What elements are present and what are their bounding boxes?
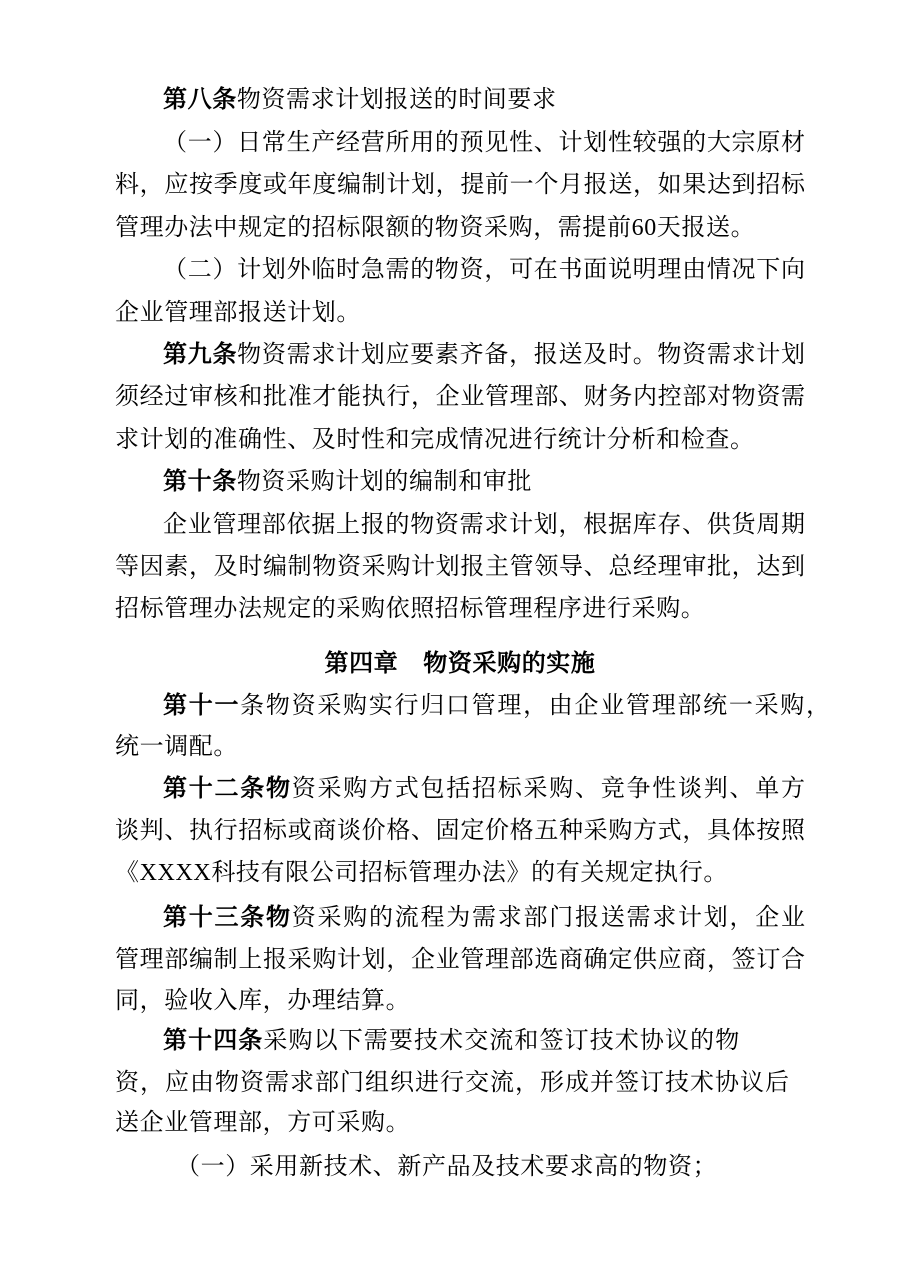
chapter-4-heading — [0, 649, 920, 679]
article-8-item-2-line-1: （二）计划外临时急需的物资，可在书面说明理由情况下向 — [163, 257, 805, 283]
article-14-line-1-text: 采购以下需要技术交流和签订技术协议的物 — [263, 1028, 741, 1054]
article-10-body-line-3: 招标管理办法规定的采购依照招标管理程序进行采购。 — [115, 596, 706, 622]
article-13-line-2: 管理部编制上报采购计划，企业管理部选商确定供应商，签订合 — [115, 947, 805, 973]
chapter-4-number: 第四章 — [324, 651, 399, 677]
article-10-label: 第十条 — [163, 469, 237, 495]
article-12-line-2: 谈判、执行招标或商谈价格、固定价格五种采购方式，具体按照 — [115, 818, 805, 844]
article-8-label: 第八条 — [163, 87, 237, 113]
article-12-line-1-text: 资采购方式包括招标采购、竞争性谈判、单方 — [291, 776, 805, 802]
article-13-line-3: 同，验收入库，办理结算。 — [115, 988, 411, 1014]
article-8-item-1-line-1: （一）日常生产经营所用的预见性、计划性较强的大宗原材 — [163, 130, 805, 156]
article-13-label: 第十三条物 — [163, 905, 292, 931]
article-9-label: 第九条 — [163, 342, 238, 368]
article-11-line-2: 统一调配。 — [115, 734, 238, 760]
article-12-line-1 — [163, 774, 805, 804]
article-9-line-1-text: 物资需求计划应要素齐备，报送及时。物资需求计划 — [237, 342, 806, 368]
article-8-item-2-line-2: 企业管理部报送计划。 — [115, 300, 361, 326]
article-14-line-1 — [163, 1026, 740, 1056]
article-10-title: 物资采购计划的编制和审批 — [236, 469, 533, 495]
article-14-item-1: （一）采用新技术、新产品及技术要求高的物资； — [176, 1154, 718, 1180]
article-8-heading — [163, 85, 557, 115]
article-14-line-3: 送企业管理部，方可采购。 — [115, 1110, 411, 1136]
article-10-heading — [163, 467, 532, 497]
article-11-line-1 — [163, 691, 830, 721]
article-9-line-3: 求计划的准确性、及时性和完成情况进行统计分析和检查。 — [115, 427, 755, 453]
article-10-body-line-2: 等因素，及时编制物资采购计划报主管领导、总经理审批，达到 — [115, 554, 805, 580]
article-13-line-1 — [163, 903, 805, 933]
article-8-item-1-line-2: 料，应按季度或年度编制计划，提前一个月报送，如果达到招标 — [115, 172, 805, 198]
article-14-label: 第十四条 — [163, 1028, 264, 1054]
article-8-title: 物资需求计划报送的时间要求 — [236, 87, 557, 113]
article-9-line-2: 须经过审核和批准才能执行，企业管理部、财务内控部对物资需 — [115, 384, 805, 410]
article-11-label: 第十一 — [163, 693, 241, 719]
article-12-label: 第十二条物 — [163, 776, 292, 802]
article-13-line-1-text: 资采购的流程为需求部门报送需求计划，企业 — [291, 905, 805, 931]
article-12-line-3: 《XXXX科技有限公司招标管理办法》的有关规定执行。 — [115, 860, 728, 886]
chapter-4-title: 物资采购的实施 — [423, 651, 596, 677]
article-10-body-line-1: 企业管理部依据上报的物资需求计划，根据库存、供货周期 — [163, 512, 805, 538]
article-8-item-1-line-3: 管理办法中规定的招标限额的物资采购，需提前60天报送。 — [115, 215, 756, 241]
article-14-line-2: 资，应由物资需求部门组织进行交流，形成并签订技术协议后 — [115, 1070, 790, 1096]
article-9-line-1 — [163, 340, 805, 370]
article-11-line-1-text: 条物资采购实行归口管理，由企业管理部统一采购， — [240, 693, 831, 719]
